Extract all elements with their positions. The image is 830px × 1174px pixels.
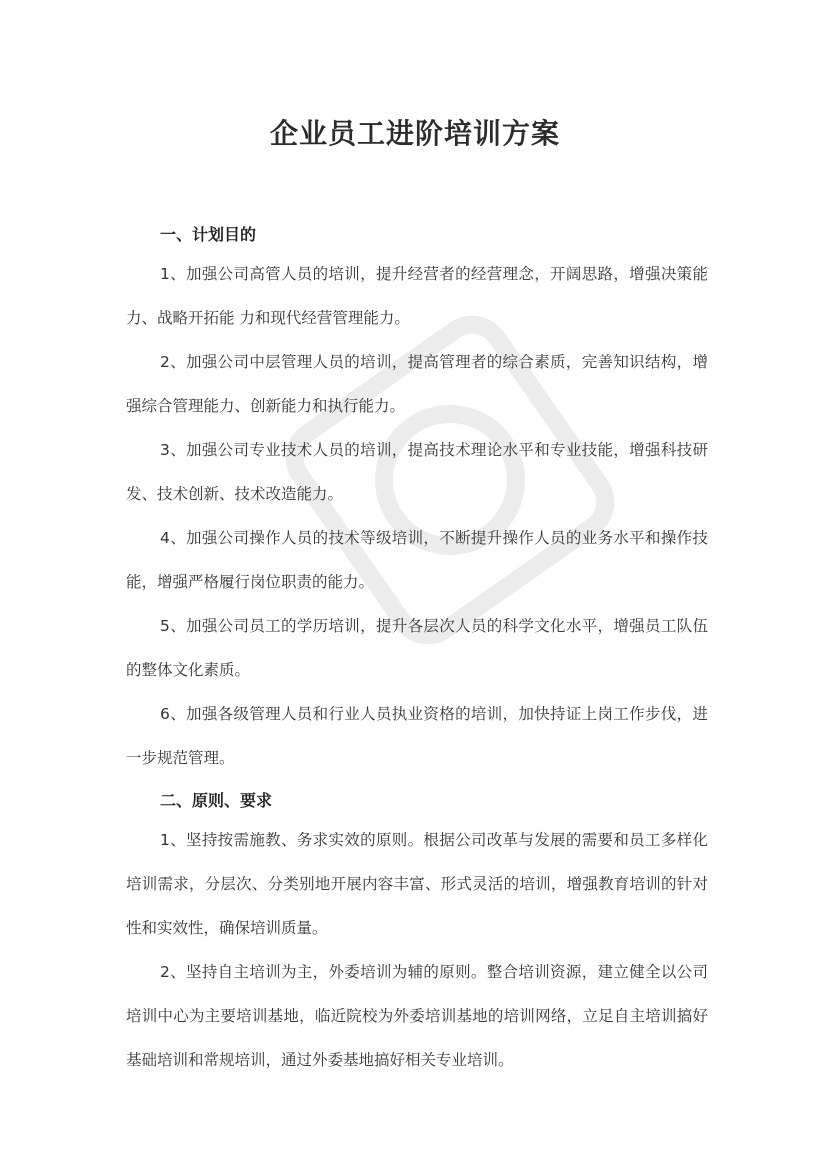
document-title: 企业员工进阶培训方案 bbox=[269, 117, 560, 150]
section-heading-principles: 二、原则、要求 bbox=[160, 791, 273, 810]
paragraph: 1、加强公司高管人员的培训，提升经营者的经营理念，开阔思路，增强决策能力、战略开拓能 力和现代经营管理能力。 bbox=[126, 265, 708, 327]
paragraph: 2、加强公司中层管理人员的培训，提高管理者的综合素质，完善知识结构，增强综合管理能力、创新能力和执行能力。 bbox=[126, 353, 708, 415]
paragraph: 4、加强公司操作人员的技术等级培训，不断提升操作人员的业务水平和操作技能，增强严格履行岗位职责的能力。 bbox=[126, 529, 708, 591]
paragraph: 3、加强公司专业技术人员的培训，提高技术理论水平和专业技能，增强科技研发、技术创新、技术改造能力。 bbox=[126, 441, 708, 503]
section-heading-purpose: 一、计划目的 bbox=[160, 225, 257, 244]
paragraph: 6、加强各级管理人员和行业人员执业资格的培训，加快持证上岗工作步伐，进一步规范管理。 bbox=[126, 705, 708, 767]
paragraph: 2、坚持自主培训为主，外委培训为辅的原则。整合培训资源，建立健全以公司培训中心为主要培训基地，临近院校为外委培训基地的培训网络，立足自主培训搞好基础培训和常规培训，通过外委基地搞好相关专业培训。 bbox=[126, 963, 708, 1069]
paragraph: 1、坚持按需施教、务求实效的原则。根据公司改革与发展的需要和员工多样化培训需求，分层次、分类别地开展内容丰富、形式灵活的培训，增强教育培训的针对性和实效性，确保培训质量。 bbox=[126, 831, 708, 937]
paragraph: 5、加强公司员工的学历培训，提升各层次人员的科学文化水平，增强员工队伍的整体文化素质。 bbox=[126, 617, 708, 679]
